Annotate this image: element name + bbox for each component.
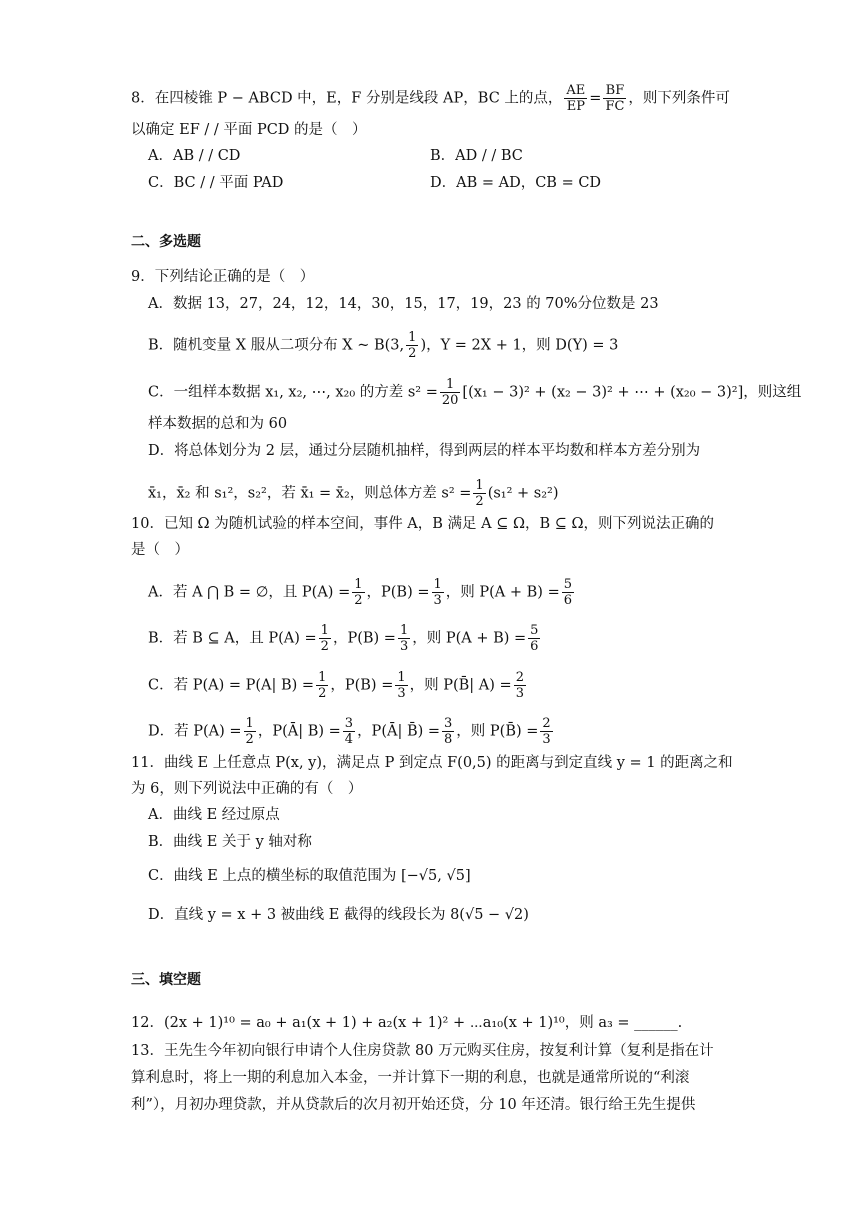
q13-line3: 利”），月初办理贷款，并从贷款后的次月初开始还贷，分 10 年还清。银行给王先生提供 <box>131 1097 696 1113</box>
q9-stem: 9．下列结论正确的是（ ） <box>131 269 315 285</box>
q10-stem-line1: 10．已知 Ω 为随机试验的样本空间，事件 A，B 满足 A ⊆ Ω，B ⊆ Ω，则下列说法正确的 <box>131 516 715 532</box>
fraction: $\frac{1}{2}$ <box>320 623 329 654</box>
section-heading: 三、填空题 <box>131 972 201 988</box>
fraction: $\frac{1}{2}$ <box>318 670 327 701</box>
q11-option-c: C．曲线 E 上点的横坐标的取值范围为 [−√5, √5] <box>148 868 471 884</box>
q9-option-d-line1: D．将总体划分为 2 层，通过分层随机抽样，得到两层的样本平均数和样本方差分别为 <box>148 443 701 459</box>
q11-option-a: A．曲线 E 经过原点 <box>148 807 280 823</box>
q11-option-d: D．直线 y = x + 3 被曲线 E 截得的线段长为 8(√5 − √2) <box>148 907 529 923</box>
q11-option-b: B．曲线 E 关于 y 轴对称 <box>148 834 312 850</box>
q10-option-d: D．若 P(A) = $\frac{1}{2}$ ，P(Ā| B) = $\frac{3}{4}$ ，P(Ā| B̄) = $\frac{3}{8}$ ，则 P(B̄) = $\frac{2}{3}$ <box>148 716 551 747</box>
q12-line: 12．(2x + 1)¹⁰ = a₀ + a₁(x + 1) + a₂(x + 1)² + ⋯a₁₀(x + 1)¹⁰，则 a₃ = ______. <box>131 1015 683 1031</box>
fraction: $\frac{1}{2}$ <box>408 330 417 361</box>
fraction: $\frac{2}{3}$ <box>515 670 524 701</box>
q11-stem-line2: 为 6，则下列说法中正确的有（ ） <box>131 781 363 797</box>
fraction: $\frac{1}{3}$ <box>433 577 442 608</box>
q8-line1: 8．在四棱锥 P − ABCD 中，E，F 分别是线段 AP，BC 上的点， $\frac{AE}{EP}$ = $\frac{BF}{FC}$ ，则下列条件可 <box>131 83 730 114</box>
fraction: $\frac{BF}{FC}$ <box>605 83 625 114</box>
q9-option-c-line2: 样本数据的总和为 60 <box>148 416 288 432</box>
section-heading: 二、多选题 <box>131 234 201 250</box>
q8-line2: 以确定 EF / / 平面 PCD 的是（ ） <box>131 122 367 138</box>
q8-option-a: A．AB / / CD <box>148 148 241 164</box>
q13-line2: 算利息时，将上一期的利息加入本金，一并计算下一期的利息，也就是通常所说的“利滚 <box>131 1070 690 1086</box>
q10-option-b: B．若 B ⊆ A，且 P(A) = $\frac{1}{2}$ ，P(B) = $\frac{1}{3}$ ，则 P(A + B) = $\frac{5}{6}$ <box>148 623 539 654</box>
q8-option-c: C．BC / / 平面 PAD <box>148 175 284 191</box>
q13-line1: 13．王先生今年初向银行申请个人住房贷款 80 万元购买住房，按复利计算（复利是指在计 <box>131 1043 714 1059</box>
fraction: $\frac{1}{2}$ <box>475 478 484 509</box>
fraction: $\frac{5}{6}$ <box>563 577 572 608</box>
q9-option-b: B．随机变量 X 服从二项分布 X ~ B(3, $\frac{1}{2}$ )，Y = 2X + 1，则 D(Y) = 3 <box>148 330 619 361</box>
q11-stem-line1: 11．曲线 E 上任意点 P(x, y)，满足点 P 到定点 F(0,5) 的距离与到定直线 y = 1 的距离之和 <box>131 755 733 771</box>
fraction: $\frac{5}{6}$ <box>530 623 539 654</box>
fraction: $\frac{3}{4}$ <box>344 716 354 747</box>
fraction: $\frac{1}{2}$ <box>245 716 254 747</box>
q10-stem-line2: 是（ ） <box>131 542 189 558</box>
fraction: $\frac{3}{8}$ <box>444 716 453 747</box>
q10-option-a: A．若 A ⋂ B = ∅，且 P(A) = $\frac{1}{2}$ ，P(B) = $\frac{1}{3}$ ，则 P(A + B) = $\frac{5}{6}$ <box>148 577 572 608</box>
fraction: $\frac{1}{3}$ <box>397 670 406 701</box>
q8-option-d: D．AB = AD，CB = CD <box>430 175 602 191</box>
fraction: $\frac{1}{3}$ <box>399 623 409 654</box>
q9-option-a: A．数据 13，27，24，12，14，30，15，17，19，23 的 70%分位数是 23 <box>148 296 659 312</box>
q8-option-b: B．AD / / BC <box>430 148 523 164</box>
q10-option-c: C．若 P(A) = P(A| B) = $\frac{1}{2}$ ，P(B) = $\frac{1}{3}$ ，则 P(B̄| A) = $\frac{2}{3}$ <box>148 670 524 701</box>
fraction: $\frac{1}{20}$ <box>441 377 459 408</box>
fraction: $\frac{1}{2}$ <box>354 577 363 608</box>
q9-option-d-line2: x̄₁，x̄₂ 和 s₁²，s₂²，若 x̄₁ = x̄₂，则总体方差 s² = $\frac{1}{2}$ (s₁² + s₂²) <box>148 478 559 509</box>
fraction: $\frac{AE}{EP}$ <box>566 83 586 114</box>
q9-option-c: C．一组样本数据 x₁, x₂, ⋯, x₂₀ 的方差 s² = $\frac{1}{20}$ [(x₁ − 3)² + (x₂ − 3)² + ⋯ + (x₂₀ − 3)²]，则这组 <box>148 377 802 408</box>
fraction: $\frac{2}{3}$ <box>542 716 551 747</box>
